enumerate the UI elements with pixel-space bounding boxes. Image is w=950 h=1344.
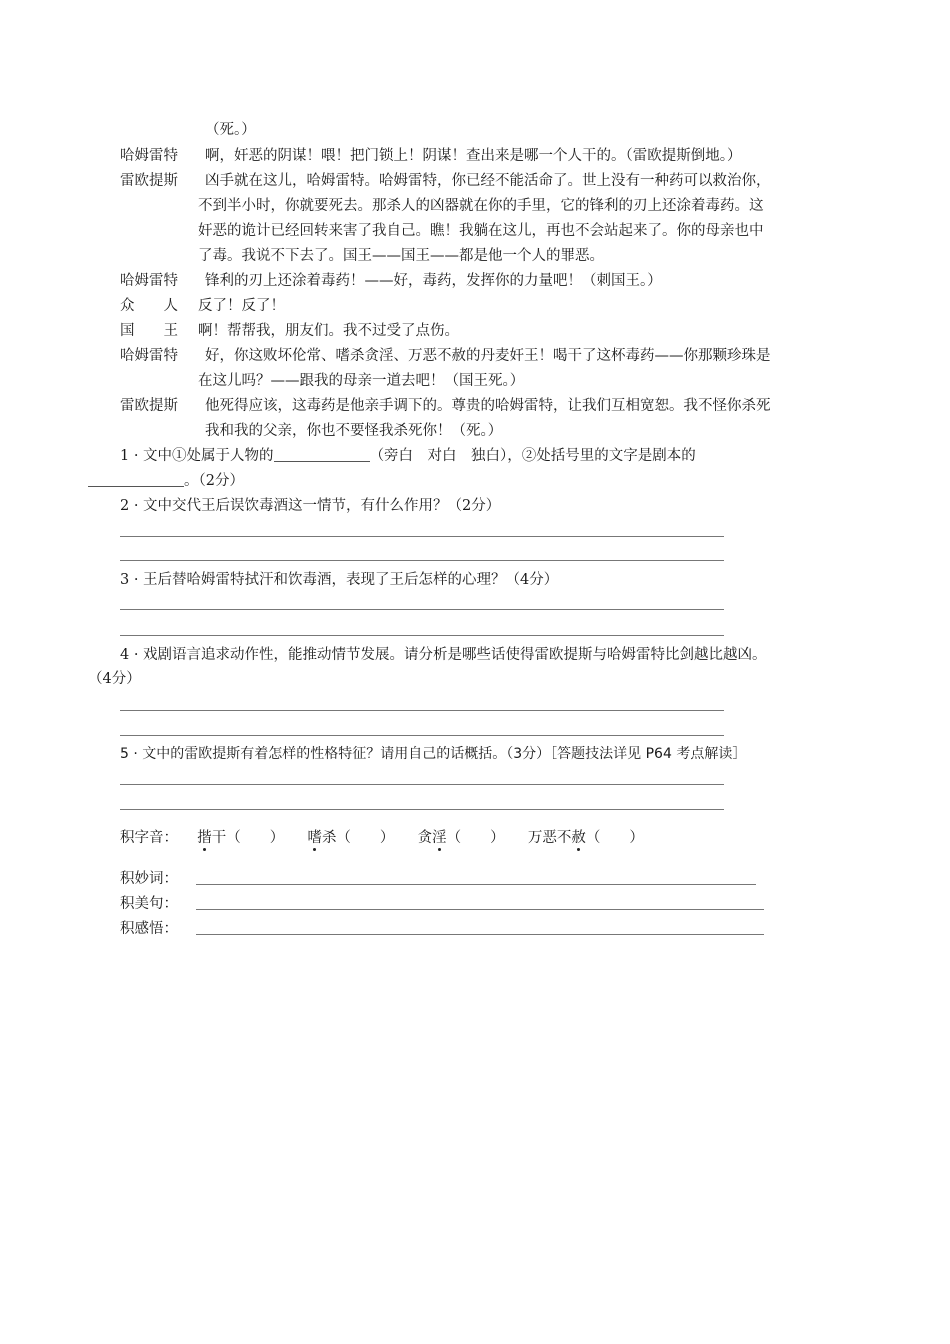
pron-char: 淫 (432, 830, 447, 846)
dialogue-line: 好，你这败坏伦常、嗜杀贪淫、万恶不赦的丹麦奸王！喝干了这杯毒药——你那颗珍珠是 (205, 348, 771, 364)
words-line[interactable] (196, 884, 756, 885)
question-4: 4 · 戏剧语言追求动作性，能推动情节发展。请分析是哪些话使得雷欧提斯与哈姆雷特比剑越比越凶。 (120, 647, 767, 663)
pron-blank: （ ） (585, 830, 644, 846)
words-label: 积妙词： (120, 871, 178, 887)
question-1-text-c: 。（2分） (184, 473, 244, 489)
answer-blank-1[interactable] (274, 447, 370, 462)
pron-text: 万恶不 (527, 830, 572, 846)
stage-direction-death: （死。） (205, 122, 256, 138)
answer-line[interactable] (120, 609, 724, 610)
insights-label: 积感悟： (120, 921, 178, 937)
pron-blank: （ ） (446, 830, 505, 846)
dialogue-line: 我和我的父亲，你也不要怪我杀死你！（死。） (205, 423, 503, 439)
answer-line[interactable] (120, 784, 724, 785)
speaker-laertes: 雷欧提斯 (120, 173, 178, 189)
dialogue-line: 了毒。我说不下去了。国王——国王——都是他一个人的罪恶。 (198, 248, 604, 264)
pronunciation-label: 积字音： (120, 830, 178, 846)
dialogue-line: 锋利的刃上还涂着毒药！——好，毒药，发挥你的力量吧！（刺国王。） (205, 273, 662, 289)
question-1-text-b: （旁白 对白 独白），②处括号里的文字是剧本的 (369, 448, 696, 464)
dialogue-line: 他死得应该，这毒药是他亲手调下的。尊贵的哈姆雷特，让我们互相宽恕。我不怪你杀死 (205, 398, 771, 414)
question-3: 3 · 王后替哈姆雷特拭汗和饮毒酒，表现了王后怎样的心理？（4分） (120, 572, 559, 588)
pron-blank: 杀（ ） (321, 830, 395, 846)
pron-char: 嗜 (307, 830, 322, 846)
answer-line[interactable] (120, 809, 724, 810)
pron-char: 赦 (571, 830, 586, 846)
question-2: 2 · 文中交代王后误饮毒酒这一情节，有什么作用？（2分） (120, 498, 501, 514)
dialogue-line: 不到半小时，你就要死去。那杀人的凶器就在你的手里，它的锋利的刃上还涂着毒药。这 (198, 198, 764, 214)
speaker-hamlet: 哈姆雷特 (120, 348, 178, 364)
answer-line[interactable] (120, 735, 724, 736)
question-4-cont: （4分） (88, 671, 141, 687)
dialogue-line: 凶手就在这儿，哈姆雷特。哈姆雷特，你已经不能活命了。世上没有一种药可以救治你， (205, 173, 771, 189)
answer-line[interactable] (120, 536, 724, 537)
dialogue-line: 奸恶的诡计已经回转来害了我自己。瞧！我躺在这儿，再也不会站起来了。你的母亲也中 (198, 223, 764, 239)
speaker-hamlet: 哈姆雷特 (120, 273, 178, 289)
sentences-line[interactable] (196, 909, 764, 910)
pronunciation-row (120, 828, 644, 848)
speaker-laertes: 雷欧提斯 (120, 398, 178, 414)
dialogue-line: 在这儿吗？——跟我的母亲一道去吧！（国王死。） (198, 373, 525, 389)
insights-line[interactable] (196, 934, 764, 935)
question-1-text-a: 1 · 文中①处属于人物的 (120, 448, 274, 464)
speaker-king: 国 王 (120, 323, 178, 339)
answer-blank-2[interactable] (88, 472, 184, 487)
pron-blank: 干（ ） (211, 830, 285, 846)
pron-text: 贪 (417, 830, 433, 846)
question-5: 5 · 文中的雷欧提斯有着怎样的性格特征？请用自己的话概括。（3分）［答题技法详见 P64 考点解读］ (120, 746, 747, 762)
answer-line[interactable] (120, 560, 724, 561)
question-1 (120, 446, 696, 466)
question-1-cont (88, 471, 244, 491)
dialogue-line: 啊，奸恶的阴谋！喂！把门锁上！阴谋！查出来是哪一个人干的。（雷欧提斯倒地。） (205, 148, 742, 164)
dialogue-line: 反了！反了！ (198, 298, 285, 314)
speaker-crowd: 众 人 (120, 298, 178, 314)
answer-line[interactable] (120, 635, 724, 636)
dialogue-line: 啊！帮帮我，朋友们。我不过受了点伤。 (198, 323, 459, 339)
pron-char: 揩 (197, 830, 212, 846)
sentences-label: 积美句： (120, 896, 178, 912)
speaker-hamlet: 哈姆雷特 (120, 148, 178, 164)
answer-line[interactable] (120, 710, 724, 711)
